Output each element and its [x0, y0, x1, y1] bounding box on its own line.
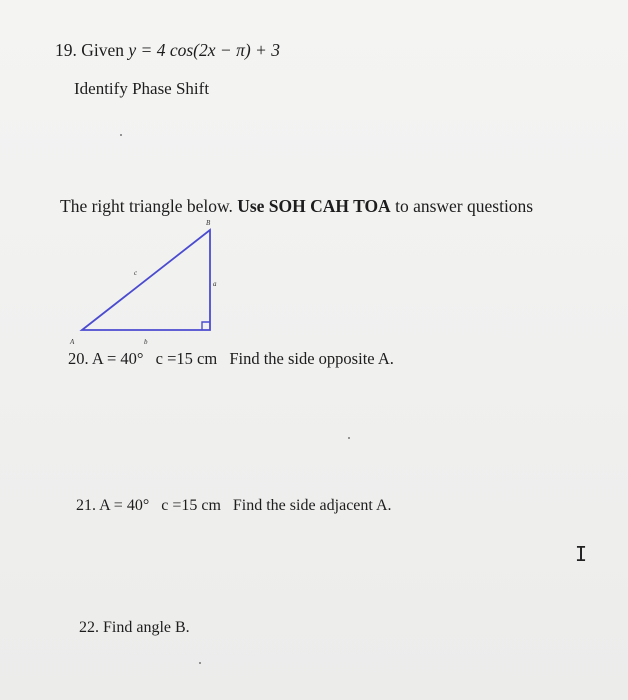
vertex-a-label: A [70, 338, 75, 346]
side-b-label: b [144, 338, 148, 346]
text-cursor-icon: I [575, 542, 588, 566]
question-21-task: Find the side adjacent A. [232, 497, 392, 514]
triangle-intro-emphasis: Use SOH CAH TOA [237, 196, 391, 216]
question-20-angle: A = 40° [91, 349, 144, 368]
question-21-hypotenuse: c =15 cm [161, 497, 221, 514]
question-19-prompt: Identify Phase Shift [74, 79, 210, 98]
paper-speck [199, 662, 201, 664]
question-21 [76, 496, 392, 516]
triangle-intro-text: The right triangle below. [60, 196, 233, 216]
side-c-label: c [134, 269, 138, 277]
paper-speck [120, 134, 122, 136]
question-19 [55, 40, 280, 60]
right-triangle-diagram [62, 218, 232, 350]
question-20 [68, 349, 394, 369]
question-20-hypotenuse: c =15 cm [155, 349, 218, 368]
question-21-angle: A = 40° [99, 497, 150, 514]
question-20-task: Find the side opposite A. [229, 349, 394, 368]
right-angle-marker [202, 322, 210, 330]
question-20-number: 20. [68, 349, 89, 368]
question-22: 22. Find angle B. [79, 619, 190, 636]
question-21-number: 21. [76, 497, 96, 514]
triangle-intro-tail: to answer questions [395, 196, 534, 216]
paper-speck [348, 437, 350, 439]
triangle-instructions [60, 196, 533, 216]
triangle-shape [82, 230, 210, 330]
vertex-b-label: B [206, 219, 211, 227]
question-19-equation: y = 4 cos(2x − π) + 3 [128, 40, 280, 60]
question-19-label: 19. Given [55, 40, 125, 60]
side-a-label: a [213, 280, 217, 288]
